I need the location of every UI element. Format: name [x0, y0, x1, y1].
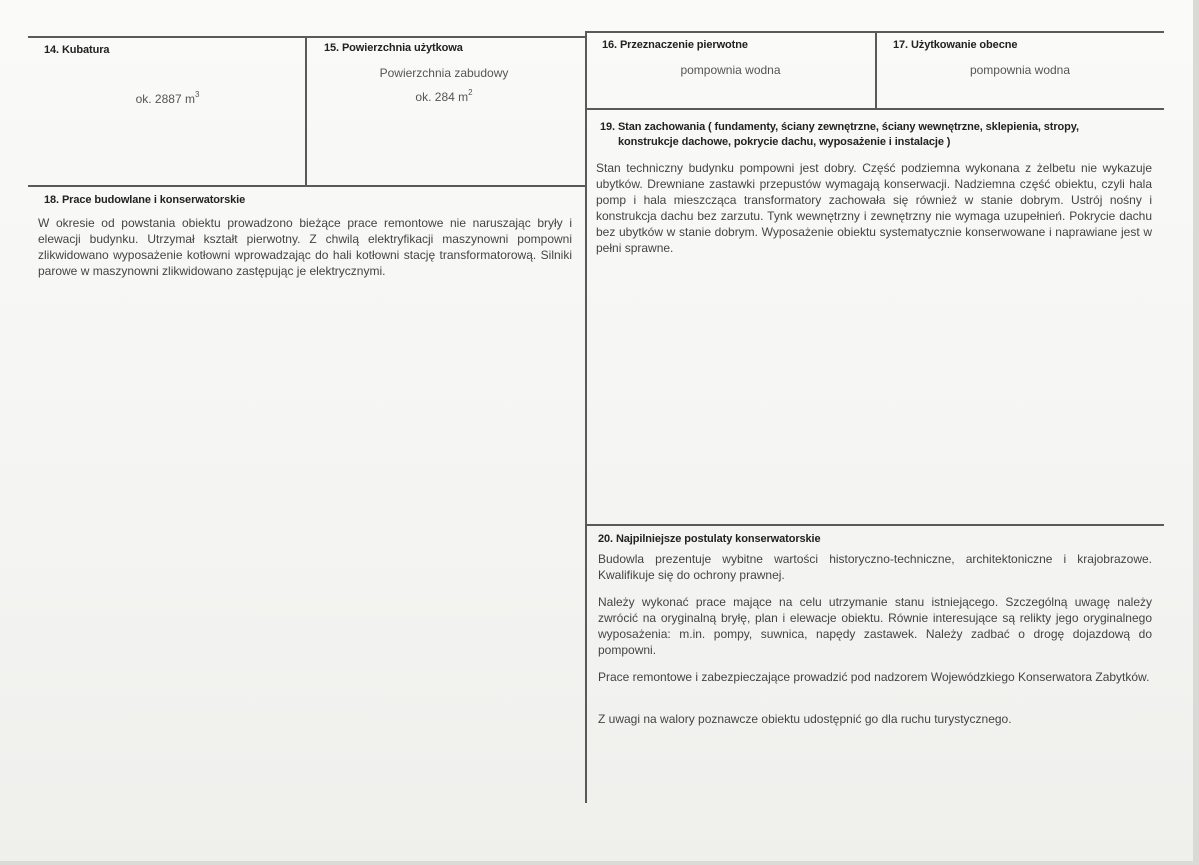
divider-14-15	[305, 36, 307, 186]
area-unit-exponent: 2	[468, 88, 473, 97]
divider-left-row	[28, 185, 586, 187]
field-15-sublabel: Powierzchnia zabudowy	[379, 66, 509, 80]
field-19-text: Stan techniczny budynku pompowni jest dobry. Część podziemna wykonana z żelbetu nie wykazuje ubytków. Drewniane zastawki przepustów wymagają konserwacji. Nadziemna część obiektu, czyli hala pomp i hala mieszcząca transformatory zachowała się również w stanie dobrym. Ustrój nośny i konstrukcja dachu bez zarzutu. Tynk wewnętrzny i zewnętrzny nie wymaga uzupełnień. Pokrycie dachu bez ubytków w stanie dobrym. Wyposażenie obiektu systematycznie konserwowane i naprawiane jest w pełni sprawne.	[596, 161, 1152, 255]
field-15-label: 15. Powierzchnia użytkowa	[324, 42, 463, 54]
field-14-value	[40, 92, 295, 106]
area-value: ok. 284 m	[415, 90, 469, 104]
divider-19-20	[586, 524, 1164, 526]
field-17-value: pompownia wodna	[969, 63, 1071, 77]
field-20-paragraph-3: Prace remontowe i zabezpieczające prowadzić pod nadzorem Wojewódzkiego Konserwatora Zabytków.	[598, 670, 1150, 684]
divider-top-right-row	[586, 108, 1164, 110]
field-20-paragraph-1: Budowla prezentuje wybitne wartości historyczno-techniczne, architektoniczne i krajobrazowe. Kwalifikuje się do ochrony prawnej.	[598, 552, 1152, 582]
field-18-text: W okresie od powstania obiektu prowadzono bieżące prace remontowe nie naruszając bryły i elewacji budynku. Utrzymał kształt pierwotny. Z chwilą elektryfikacji maszynowni pompowni zlikwidowano wyposażenie kotłowni wprowadzając do hali kotłowni stację transformatorową. Silniki parowe w maszynowni zlikwidowano zastępując je elektrycznymi.	[38, 216, 572, 278]
field-20-paragraph-4: Z uwagi na walory poznawcze obiektu udostępnić go dla ruchu turystycznego.	[598, 712, 1012, 726]
field-15-value	[310, 90, 578, 104]
card-edge-bottom	[0, 861, 1199, 865]
cubature-unit-exponent: 3	[194, 90, 200, 99]
cubature-value: ok. 2887 m	[135, 92, 195, 106]
field-20-paragraph-2: Należy wykonać prace mające na celu utrzymanie stanu istniejącego. Szczególną uwagę należy zwrócić na oryginalną bryłę, plan i elewacje obiektu. Równie interesujące są relikty jego oryginalnego wyposażenia: m.in. pompy, suwnica, napędy zastawek. Należy zadbać o drogę dojazdową do pompowni.	[598, 595, 1152, 657]
field-16-value: pompownia wodna	[680, 63, 781, 77]
field-17-label: 17. Użytkowanie obecne	[893, 39, 1018, 51]
field-14-label: 14. Kubatura	[44, 44, 110, 56]
field-18-label: 18. Prace budowlane i konserwatorskie	[44, 194, 246, 206]
field-20-label: 20. Najpilniejsze postulaty konserwatorskie	[598, 533, 821, 545]
top-border-left	[28, 36, 586, 38]
field-19-label-continued: konstrukcje dachowe, pokrycie dachu, wyposażenie i instalacje )	[618, 136, 951, 148]
divider-16-17	[875, 31, 877, 109]
field-19-label: 19. Stan zachowania ( fundamenty, ściany zewnętrzne, ściany wewnętrzne, sklepienia, stropy,	[600, 121, 1079, 133]
center-divider	[585, 31, 587, 803]
card-edge-right	[1193, 0, 1199, 865]
field-16-label: 16. Przeznaczenie pierwotne	[602, 39, 748, 51]
